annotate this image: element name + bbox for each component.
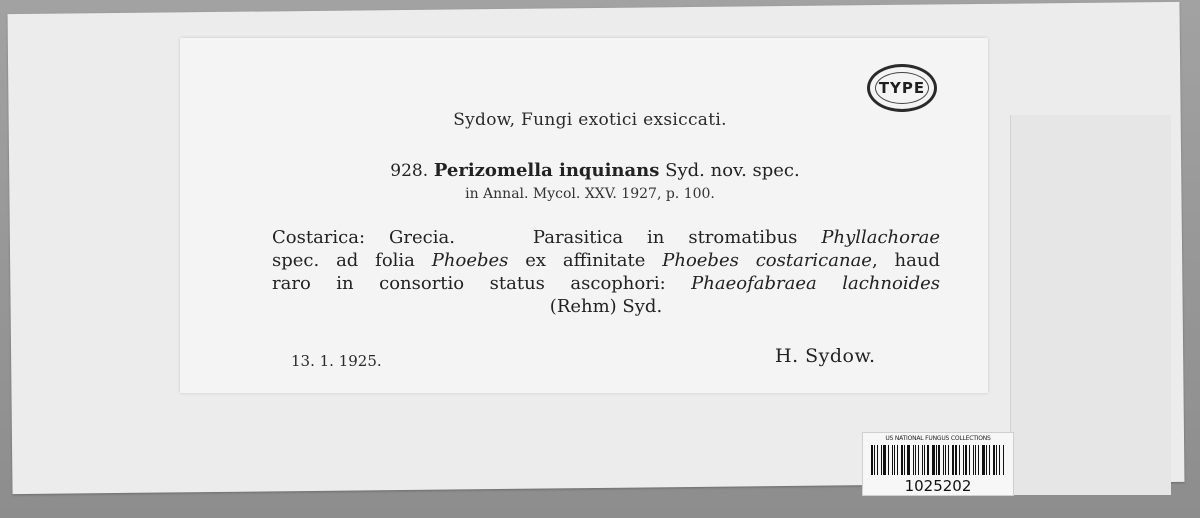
barcode-bar (943, 445, 944, 475)
barcode-bar (955, 445, 958, 475)
barcode-bar (894, 445, 895, 475)
description-line (272, 249, 940, 272)
locality-description (272, 226, 940, 318)
description-text: raro in consortio status ascophori: (272, 273, 692, 294)
barcode-bar (975, 445, 977, 475)
description-text: Costarica: Grecia. (272, 227, 455, 248)
species-title (0, 160, 1190, 181)
type-stamp (867, 64, 937, 112)
species-name: Perizomella inquinans (433, 160, 660, 181)
barcode-bar (959, 445, 960, 475)
barcode-bar (874, 445, 875, 475)
barcode-bar (963, 445, 964, 475)
barcode-bar (982, 445, 985, 475)
barcode-bar (1003, 445, 1004, 475)
taxon-name: Phoebes costaricanae (662, 250, 872, 271)
barcode-number: 1025202 (904, 477, 972, 495)
barcode-bar (973, 445, 974, 475)
description-text: (Rehm) Syd. (549, 296, 663, 317)
description-text: Parasitica in stromatibus (532, 227, 822, 248)
description-text: , haud (871, 250, 940, 271)
barcode-bar (892, 445, 893, 475)
barcode-bar (986, 445, 987, 475)
barcode-bar (952, 445, 954, 475)
barcode-bar (969, 445, 970, 475)
species-author: Syd. nov. spec. (665, 160, 800, 181)
type-stamp-text: TYPE (878, 79, 926, 97)
barcode-bar (938, 445, 940, 475)
barcode-bar (883, 445, 886, 475)
description-line (272, 272, 940, 295)
barcode-label (862, 432, 1014, 496)
barcode-bar (989, 445, 990, 475)
exsiccata-number: 928. (390, 161, 429, 181)
barcode-bars (871, 445, 1005, 475)
description-text: spec. ad folia (272, 250, 432, 271)
barcode-bar (915, 445, 916, 475)
barcode-bar (871, 445, 873, 475)
taxon-name: Phoebes (431, 250, 509, 271)
barcode-bar (877, 445, 878, 475)
barcode-bar (888, 445, 889, 475)
taxon-name: Phyllachorae (821, 227, 940, 248)
description-line (272, 226, 940, 249)
taxon-name: Phaeofabraea lachnoides (691, 273, 940, 294)
description-text: ex affinitate (508, 250, 663, 271)
barcode-bar (918, 445, 920, 475)
barcode-bar (913, 445, 914, 475)
barcode-bar (999, 445, 1000, 475)
collector-name: H. Sydow. (775, 345, 876, 367)
description-line (272, 295, 940, 318)
citation: in Annal. Mycol. XXV. 1927, p. 100. (465, 186, 715, 202)
barcode-bar (897, 445, 899, 475)
barcode-bar (904, 445, 905, 475)
barcode-bar (927, 445, 929, 475)
barcode-bar (945, 445, 946, 475)
barcode-bar (907, 445, 910, 475)
barcode-bar (993, 445, 995, 475)
barcode-bar (965, 445, 967, 475)
barcode-bar (901, 445, 903, 475)
collection-date: 13. 1. 1925. (291, 352, 382, 370)
barcode-bar (948, 445, 949, 475)
barcode-bar (936, 445, 937, 475)
barcode-caption: US NATIONAL FUNGUS COLLECTIONS (885, 435, 991, 442)
exsiccata-heading: Sydow, Fungi exotici exsiccati. (453, 110, 727, 130)
barcode-bar (881, 445, 883, 475)
barcode-bar (932, 445, 935, 475)
barcode-bar (922, 445, 923, 475)
barcode-bar (924, 445, 925, 475)
barcode-bar (996, 445, 998, 475)
barcode-bar (978, 445, 979, 475)
